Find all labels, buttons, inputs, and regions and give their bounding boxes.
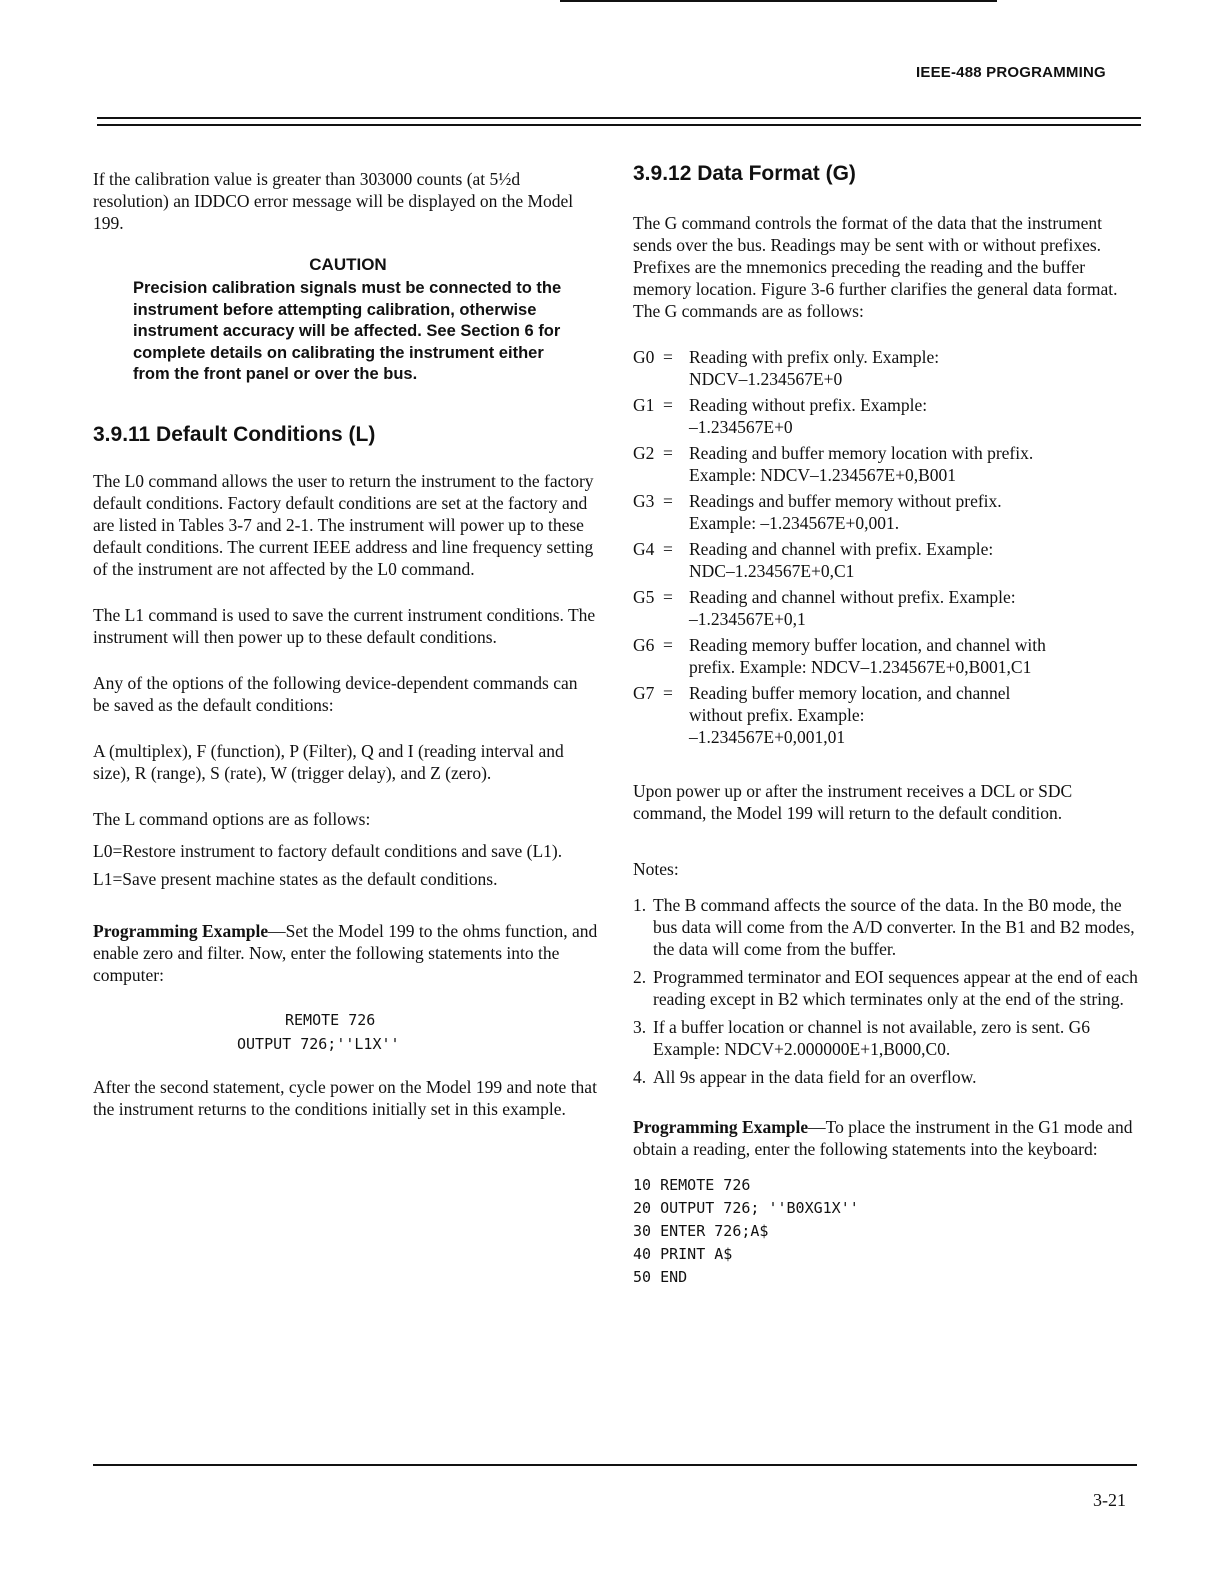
footer-rule (93, 1464, 1137, 1466)
running-header: IEEE-488 PROGRAMMING (916, 64, 1106, 81)
right-column (633, 163, 1143, 1289)
g-item: G1 = Reading without prefix. Example: –1.234567E+0 (633, 395, 928, 437)
top-edge-rule (560, 0, 997, 2)
caution-title: CAUTION (309, 255, 387, 274)
notes-list (633, 894, 1143, 1088)
header-rule-bottom (97, 124, 1141, 126)
g-item: G7 = Reading buffer memory location, and channel without prefix. Example: –1.234567E+0,001,01 (633, 683, 1011, 747)
paragraph-after-example: After the second statement, cycle power on the Model 199 and note that the instrument returns to the conditions initially set in this example. (93, 1076, 597, 1119)
code-line: OUTPUT 726;''L1X'' (237, 1034, 400, 1053)
programming-example-left (93, 920, 598, 986)
paragraph-options: Any of the options of the following device-dependent commands can be saved as the default conditions: (93, 672, 578, 715)
note-item: 4. All 9s appear in the data field for an overflow. (633, 1067, 977, 1087)
g-item: G5 = Reading and channel without prefix. Example: –1.234567E+0,1 (633, 587, 1016, 629)
option-l0: L0=Restore instrument to factory default conditions and save (L1). (93, 840, 563, 861)
g-command-list (633, 346, 1143, 748)
left-column (93, 168, 598, 1120)
caution-block (133, 254, 563, 386)
g-item: G6 = Reading memory buffer location, and channel with prefix. Example: NDCV–1.234567E+0,B001,C1 (633, 635, 1046, 677)
code-block-left (93, 1008, 598, 1056)
g-item: G0 = Reading with prefix only. Example: NDCV–1.234567E+0 (633, 347, 940, 389)
header-rule-top (97, 117, 1141, 119)
caution-text: Precision calibration signals must be connected to the instrument before attempting calibration, otherwise instrument accuracy will be affected. See Section 6 for complete details on calibrating the instrument either from the front panel or over the bus. (133, 279, 562, 383)
paragraph-power-up: Upon power up or after the instrument receives a DCL or SDC command, the Model 199 will return to the default condition. (633, 781, 1073, 823)
code-line: REMOTE 726 (285, 1010, 376, 1029)
code-line: 40 PRINT A$ (633, 1245, 733, 1263)
page-number: 3-21 (1093, 1490, 1126, 1510)
notes-label: Notes: (633, 859, 679, 879)
paragraph-g-intro: The G command controls the format of the data that the instrument sends over the bus. Readings may be sent with or without prefixes. Prefixes are the mnemonics preceding the reading and the buffer memory location. Figure 3-6 further clarifies the general data format. The G commands are as follows: (633, 213, 1118, 321)
example-text: —Set the Model 199 to the ohms function, and enable zero and filter. Now, enter the following statements into the computer: (93, 920, 598, 985)
code-line: 50 END (633, 1268, 688, 1286)
intro-paragraph: If the calibration value is greater than 303000 counts (at 5½d resolution) an IDDCO error message will be displayed on the Model 199. (93, 169, 574, 233)
note-item: 3. If a buffer location or channel is not available, zero is sent. G6 Example: NDCV+2.000000E+1,B000,C0. (633, 1017, 1091, 1059)
g-item: G4 = Reading and channel with prefix. Example: NDC–1.234567E+0,C1 (633, 539, 994, 581)
example-label: Programming Example (633, 1117, 809, 1137)
example-label: Programming Example (93, 920, 269, 941)
section-heading-data-format: 3.9.12 Data Format (G) (633, 162, 856, 185)
paragraph-l0: The L0 command allows the user to return the instrument to the factory default conditions. Factory default conditions are set at the factory and are listed in Tables 3-7 and 2-1. The instrument will power up to these default conditions. The current IEEE address and line frequency setting of the instrument are not affected by the L0 command. (93, 470, 594, 579)
note-item: 2. Programmed terminator and EOI sequences appear at the end of each reading except in B2 which terminates only at the end of the string. (633, 967, 1138, 1009)
code-line: 20 OUTPUT 726; ''B0XG1X'' (633, 1199, 859, 1217)
paragraph-l-options-intro: The L command options are as follows: (93, 808, 371, 829)
g-item: G2 = Reading and buffer memory location with prefix. Example: NDCV–1.234567E+0,B001 (633, 443, 1034, 485)
section-heading-default-conditions: 3.9.11 Default Conditions (L) (93, 422, 376, 446)
code-block-right (633, 1174, 1143, 1289)
example-text: —To place the instrument in the G1 mode and obtain a reading, enter the following statements into the keyboard: (633, 1117, 1133, 1159)
code-line: 10 REMOTE 726 (633, 1176, 751, 1194)
code-line: 30 ENTER 726;A$ (633, 1222, 769, 1240)
paragraph-command-list: A (multiplex), F (function), P (Filter), Q and I (reading interval and size), R (range), S (rate), W (trigger delay), and Z (zero). (93, 740, 564, 783)
paragraph-l1: The L1 command is used to save the current instrument conditions. The instrument will then power up to these default conditions. (93, 604, 596, 647)
note-item: 1. The B command affects the source of the data. In the B0 mode, the bus data will come from the A/D converter. In the B1 and B2 modes, the data will come from the buffer. (633, 895, 1135, 959)
programming-example-right (633, 1116, 1143, 1160)
option-l1: L1=Save present machine states as the default conditions. (93, 868, 498, 889)
g-item: G3 = Readings and buffer memory without prefix. Example: –1.234567E+0,001. (633, 491, 1002, 533)
